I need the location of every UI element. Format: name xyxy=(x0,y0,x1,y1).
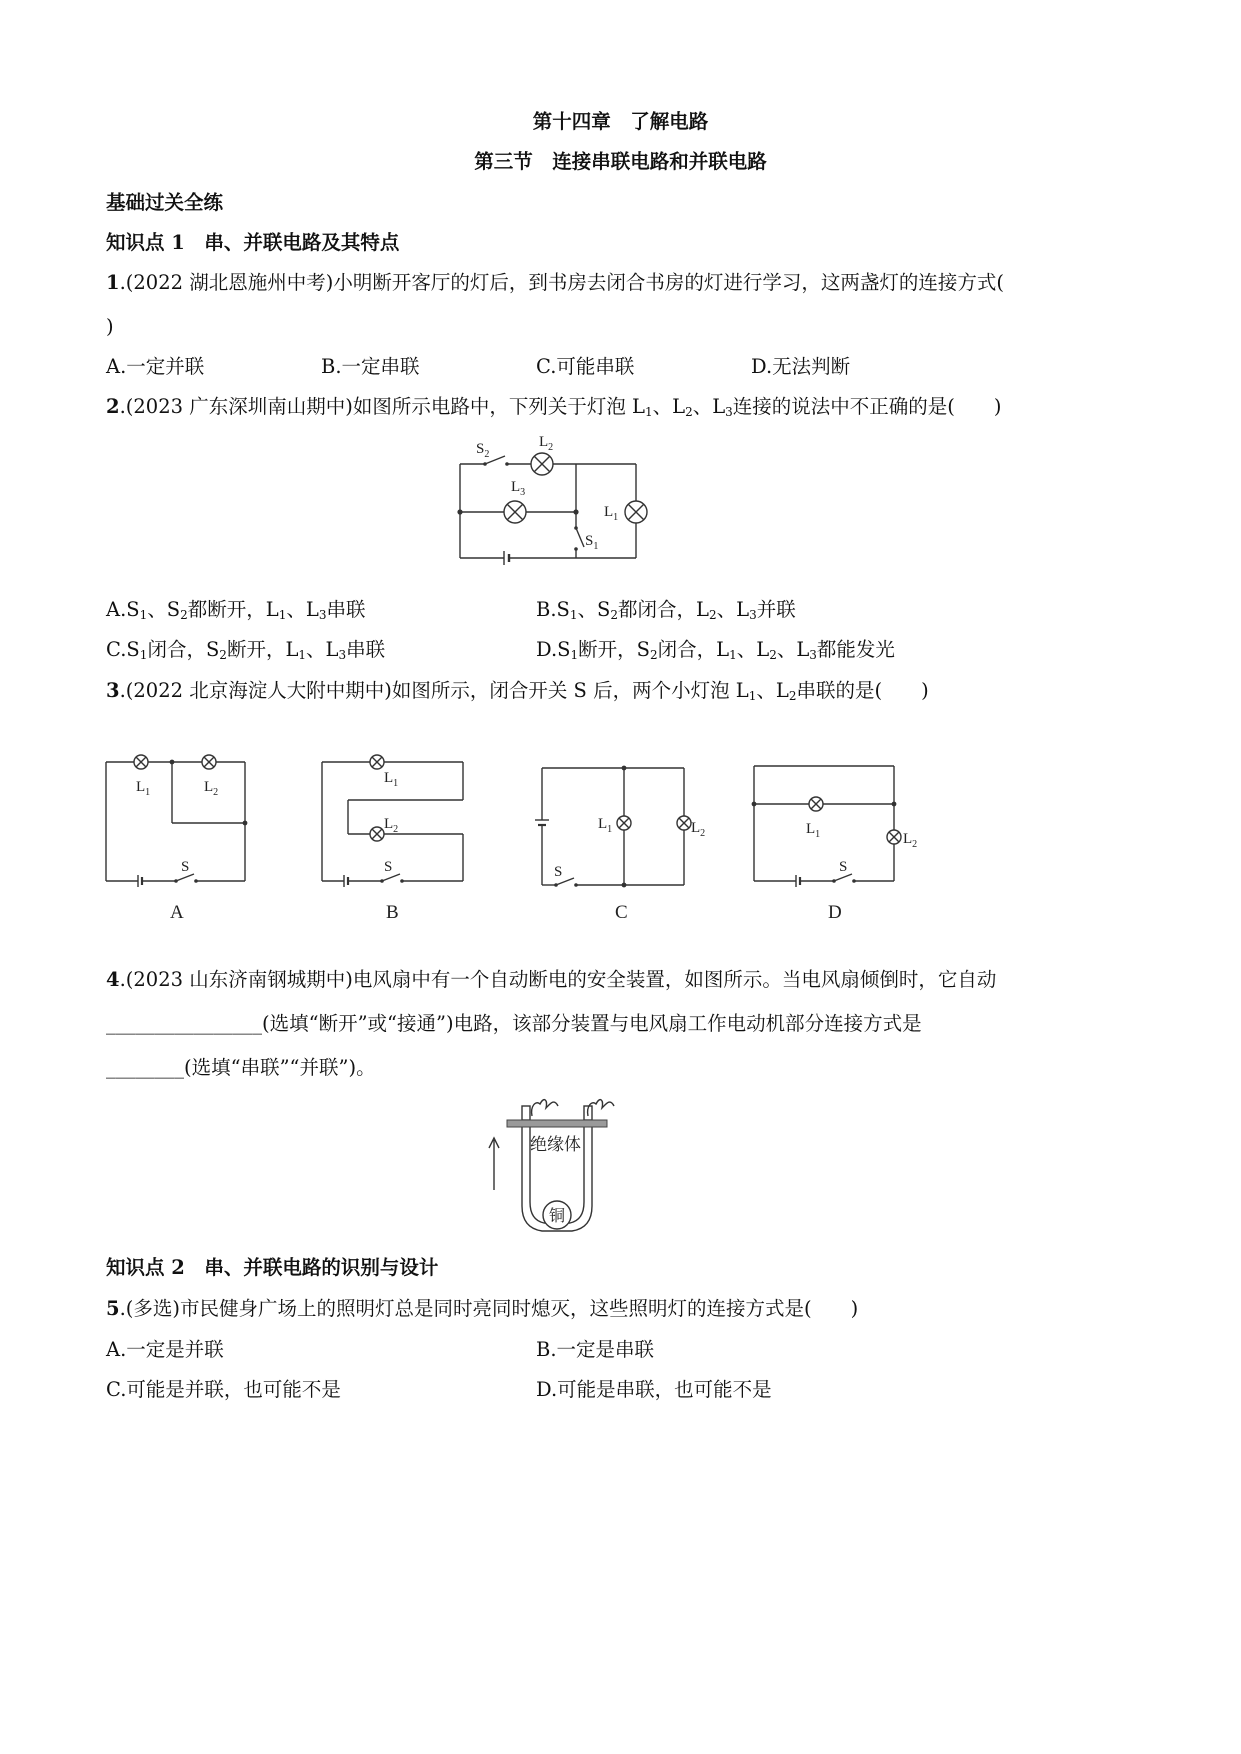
label-l2: $L_2$ xyxy=(691,820,706,839)
question-5-option-c: C.可能是并联，也可能不是 xyxy=(106,1378,341,1401)
question-number: 4 xyxy=(106,968,120,991)
label-l1: $L_1$ xyxy=(136,779,151,798)
circuit-option-b xyxy=(312,748,482,928)
question-number: 1 xyxy=(106,271,120,294)
label-l2: $L_2$ xyxy=(903,831,918,850)
label-s: S xyxy=(384,859,393,875)
question-4-line-3: ________(选填“串联”“并联”)。 xyxy=(106,1056,376,1079)
question-1-option-b: B.一定串联 xyxy=(321,355,420,378)
caption-a: A xyxy=(170,902,184,923)
label-s: S xyxy=(554,864,563,880)
label-l1: $L_1$ xyxy=(806,821,821,840)
question-5-option-d: D.可能是串联，也可能不是 xyxy=(536,1378,772,1401)
question-5-option-a: A.一定是并联 xyxy=(106,1338,224,1361)
wire-lead-left xyxy=(532,1100,558,1116)
question-5-stem: 5.(多选)市民健身广场上的照明灯总是同时亮同时熄灭，这些照明灯的连接方式是( ) xyxy=(106,1297,859,1320)
caption-d: D xyxy=(828,902,842,923)
question-number: 2 xyxy=(106,395,120,418)
label-s2: $S_2$ xyxy=(476,441,490,460)
label-l2: $L_2$ xyxy=(384,816,399,835)
question-2-option-b: $B.S_1$、$S_2$都闭合，$L_2$、$L_3$并联 xyxy=(536,598,796,622)
caption-b: B xyxy=(386,902,399,923)
circuit-option-c xyxy=(530,748,710,928)
label-s1: $S_1$ xyxy=(585,533,599,552)
question-4-line-2: ________________(选填“断开”或“接通”)电路，该部分装置与电风扇工作电动机部分连接方式是 xyxy=(106,1012,922,1035)
question-2-circuit-figure xyxy=(450,428,700,568)
knowledge-point-2-heading xyxy=(106,1255,438,1281)
label-l1: $L_1$ xyxy=(598,816,613,835)
question-5-option-b: B.一定是串联 xyxy=(536,1338,655,1361)
insulator-bar xyxy=(507,1120,607,1127)
left-terminal xyxy=(522,1106,530,1120)
question-1-bracket: ) xyxy=(106,315,114,338)
section-title: 第三节 连接串联电路和并联电路 xyxy=(474,150,767,173)
copper-label: 铜 xyxy=(549,1208,566,1225)
label-l2: $L_2$ xyxy=(539,434,554,453)
question-4-stem: 4.(2023 山东济南钢城期中)电风扇中有一个自动断电的安全装置，如图所示。当电风扇倾倒时，它自动 xyxy=(106,968,997,991)
kp-label: 知识点 1 xyxy=(106,231,185,254)
label-s: S xyxy=(181,859,190,875)
question-number: 3 xyxy=(106,679,120,702)
question-2-option-d: $D.S_1$断开，$S_2$闭合，$L_1$、$L_2$、$L_3$都能发光 xyxy=(536,638,895,662)
chapter-title: 第十四章 了解电路 xyxy=(532,110,709,133)
kp-label: 知识点 2 xyxy=(106,1256,185,1279)
label-s: S xyxy=(839,859,848,875)
question-2-option-c: $C.S_1$闭合，$S_2$断开，$L_1$、$L_3$串联 xyxy=(106,638,386,662)
label-l1: $L_1$ xyxy=(604,504,619,523)
question-2-option-a: $A.S_1$、$S_2$都断开，$L_1$、$L_3$串联 xyxy=(106,598,366,622)
question-1-option-c: C.可能串联 xyxy=(536,355,635,378)
switch-blade xyxy=(834,874,852,881)
question-2-stem: 2.(2023 广东深圳南山期中)如图所示电路中，下列关于灯泡 $L_1$、$L_2$、$L_3$连接的说法中不正确的是( ) xyxy=(106,395,1002,419)
answer-blank-1[interactable]: ________________ xyxy=(106,1012,262,1035)
switch-blade xyxy=(176,874,194,881)
insulator-label: 绝缘体 xyxy=(530,1135,581,1154)
label-l1: $L_1$ xyxy=(384,770,399,789)
circuit-option-a xyxy=(96,748,266,928)
question-1-option-a: A.一定并联 xyxy=(106,355,205,378)
switch-blade xyxy=(382,874,400,881)
caption-c: C xyxy=(615,902,628,923)
question-1-stem: 1.(2022 湖北恩施州中考)小明断开客厅的灯后，到书房去闭合书房的灯进行学习，这两盏灯的连接方式( xyxy=(106,271,1004,294)
kp-title: 串、并联电路的识别与设计 xyxy=(204,1256,439,1279)
switch-s1-blade xyxy=(576,528,584,547)
label-l2: $L_2$ xyxy=(204,779,219,798)
practice-heading: 基础过关全练 xyxy=(106,191,224,214)
circuit-option-d xyxy=(744,748,934,928)
kp-title: 串、并联电路及其特点 xyxy=(204,231,400,254)
question-number: 5 xyxy=(106,1297,120,1320)
question-3-stem: 3.(2022 北京海淀人大附中期中)如图所示，闭合开关 S 后，两个小灯泡 $L_1$、$L_2$串联的是( ) xyxy=(106,679,929,703)
answer-blank-2[interactable]: ________ xyxy=(106,1056,184,1079)
label-l3: $L_3$ xyxy=(511,479,526,498)
safety-device-figure xyxy=(482,1088,632,1248)
question-1-option-d: D.无法判断 xyxy=(751,355,851,378)
knowledge-point-1-heading xyxy=(106,230,399,256)
